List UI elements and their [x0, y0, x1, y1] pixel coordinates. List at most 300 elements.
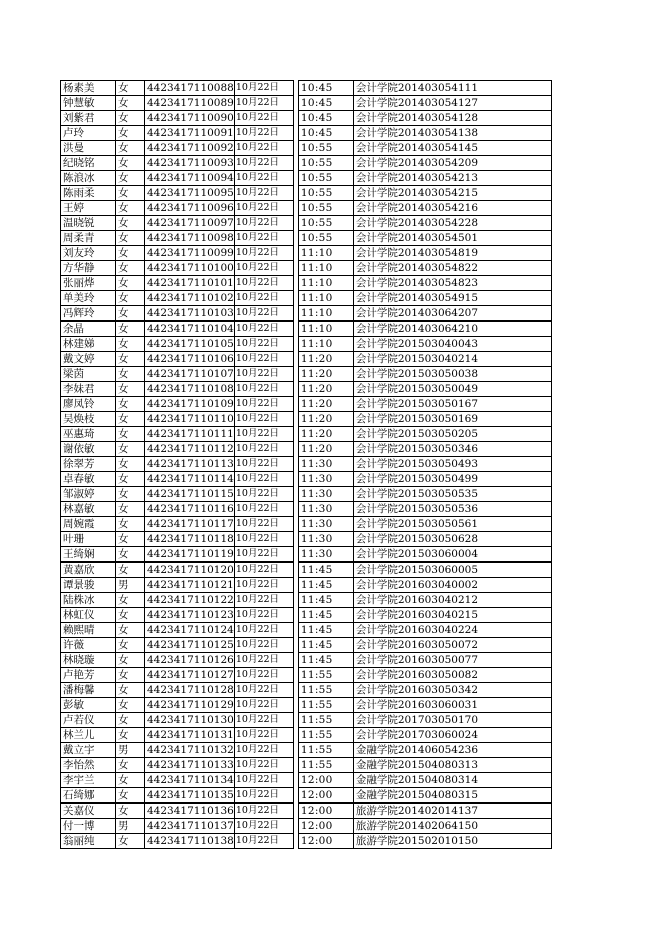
time-cell: 11:45: [298, 638, 353, 653]
id-cell: 4423417110091: [145, 126, 235, 141]
date-cell: 10月22日: [234, 502, 293, 517]
college-student-id-cell: 会计学院201403054819: [353, 246, 551, 261]
id-cell: 4423417110122: [145, 593, 235, 608]
gender-cell: 女: [116, 81, 145, 96]
name-cell: 戴文婷: [61, 352, 116, 367]
name-cell: 温晓锐: [61, 216, 116, 231]
college-student-id-cell: 会计学院201603040224: [353, 623, 551, 638]
date-cell: 10月22日: [234, 788, 293, 804]
gender-cell: 女: [116, 111, 145, 126]
name-cell: 关嘉仪: [61, 803, 116, 819]
table-row: [61, 788, 552, 804]
gender-cell: 女: [116, 367, 145, 382]
name-cell: 卢若仪: [61, 713, 116, 728]
id-cell: 4423417110110: [145, 412, 235, 427]
time-cell: 11:10: [298, 261, 353, 276]
name-cell: 邹淑婷: [61, 487, 116, 502]
gender-cell: 女: [116, 758, 145, 773]
id-cell: 4423417110115: [145, 487, 235, 502]
gender-cell: 女: [116, 562, 145, 578]
college-student-id-cell: 会计学院201403064210: [353, 321, 551, 337]
name-cell: 周婉霞: [61, 517, 116, 532]
date-cell: 10月22日: [234, 201, 293, 216]
gender-cell: 女: [116, 773, 145, 788]
id-cell: 4423417110105: [145, 337, 235, 352]
college-student-id-cell: 会计学院201703050170: [353, 713, 551, 728]
id-cell: 4423417110095: [145, 186, 235, 201]
college-student-id-cell: 会计学院201403054138: [353, 126, 551, 141]
gender-cell: 女: [116, 291, 145, 306]
date-cell: 10月22日: [234, 517, 293, 532]
date-cell: 10月22日: [234, 231, 293, 246]
table-row: [61, 111, 552, 126]
date-cell: 10月22日: [234, 638, 293, 653]
college-student-id-cell: 会计学院201603050342: [353, 683, 551, 698]
college-student-id-cell: 会计学院201503060005: [353, 562, 551, 578]
gender-cell: 女: [116, 321, 145, 337]
table-row: [61, 246, 552, 261]
college-student-id-cell: 会计学院201403054127: [353, 96, 551, 111]
date-cell: 10月22日: [234, 81, 293, 96]
name-cell: 刘紫君: [61, 111, 116, 126]
time-cell: 11:30: [298, 547, 353, 563]
gender-cell: 女: [116, 803, 145, 819]
table-row: [61, 653, 552, 668]
id-cell: 4423417110101: [145, 276, 235, 291]
roster-table: [60, 80, 552, 849]
name-cell: 卢艳芳: [61, 668, 116, 683]
id-cell: 4423417110135: [145, 788, 235, 804]
table-row: [61, 713, 552, 728]
college-student-id-cell: 会计学院201403064207: [353, 306, 551, 322]
time-cell: 11:55: [298, 713, 353, 728]
id-cell: 4423417110136: [145, 803, 235, 819]
gender-cell: 女: [116, 668, 145, 683]
date-cell: 10月22日: [234, 96, 293, 111]
id-cell: 4423417110134: [145, 773, 235, 788]
id-cell: 4423417110109: [145, 397, 235, 412]
date-cell: 10月22日: [234, 608, 293, 623]
gender-cell: 女: [116, 683, 145, 698]
time-cell: 10:45: [298, 111, 353, 126]
name-cell: 刘友玲: [61, 246, 116, 261]
gender-cell: 女: [116, 186, 145, 201]
date-cell: 10月22日: [234, 171, 293, 186]
date-cell: 10月22日: [234, 457, 293, 472]
name-cell: 付一博: [61, 819, 116, 834]
date-cell: 10月22日: [234, 713, 293, 728]
name-cell: 陈雨柔: [61, 186, 116, 201]
gender-cell: 男: [116, 578, 145, 593]
name-cell: 林嘉敏: [61, 502, 116, 517]
table-row: [61, 728, 552, 743]
table-row: [61, 186, 552, 201]
id-cell: 4423417110128: [145, 683, 235, 698]
gender-cell: 女: [116, 397, 145, 412]
table-row: [61, 382, 552, 397]
college-student-id-cell: 旅游学院201502010150: [353, 834, 551, 849]
id-cell: 4423417110116: [145, 502, 235, 517]
college-student-id-cell: 会计学院201403054128: [353, 111, 551, 126]
college-student-id-cell: 会计学院201403054823: [353, 276, 551, 291]
gender-cell: 女: [116, 788, 145, 804]
college-student-id-cell: 会计学院201703060024: [353, 728, 551, 743]
time-cell: 11:55: [298, 728, 353, 743]
college-student-id-cell: 会计学院201503050499: [353, 472, 551, 487]
date-cell: 10月22日: [234, 532, 293, 547]
date-cell: 10月22日: [234, 472, 293, 487]
table-row: [61, 367, 552, 382]
name-cell: 林虹仪: [61, 608, 116, 623]
college-student-id-cell: 金融学院201504080315: [353, 788, 551, 804]
name-cell: 徐翠芳: [61, 457, 116, 472]
date-cell: 10月22日: [234, 352, 293, 367]
table-row: [61, 156, 552, 171]
name-cell: 李怡然: [61, 758, 116, 773]
date-cell: 10月22日: [234, 337, 293, 352]
college-student-id-cell: 会计学院201503050628: [353, 532, 551, 547]
gender-cell: 女: [116, 337, 145, 352]
table-row: [61, 593, 552, 608]
time-cell: 11:10: [298, 246, 353, 261]
name-cell: 陆株冰: [61, 593, 116, 608]
date-cell: 10月22日: [234, 156, 293, 171]
id-cell: 4423417110107: [145, 367, 235, 382]
date-cell: 10月22日: [234, 743, 293, 758]
college-student-id-cell: 会计学院201503050346: [353, 442, 551, 457]
gender-cell: 女: [116, 442, 145, 457]
table-row: [61, 578, 552, 593]
gender-cell: 男: [116, 743, 145, 758]
table-row: [61, 834, 552, 849]
id-cell: 4423417110126: [145, 653, 235, 668]
roster-table-body: [61, 81, 552, 849]
gender-cell: 女: [116, 593, 145, 608]
id-cell: 4423417110125: [145, 638, 235, 653]
table-row: [61, 96, 552, 111]
college-student-id-cell: 会计学院201403054111: [353, 81, 551, 96]
name-cell: 林兰儿: [61, 728, 116, 743]
college-student-id-cell: 会计学院201603040002: [353, 578, 551, 593]
name-cell: 廖凤铃: [61, 397, 116, 412]
time-cell: 11:45: [298, 593, 353, 608]
date-cell: 10月22日: [234, 306, 293, 322]
id-cell: 4423417110127: [145, 668, 235, 683]
table-row: [61, 743, 552, 758]
time-cell: 10:45: [298, 96, 353, 111]
table-row: [61, 321, 552, 337]
table-row: [61, 261, 552, 276]
table-row: [61, 291, 552, 306]
name-cell: 许薇: [61, 638, 116, 653]
id-cell: 4423417110103: [145, 306, 235, 322]
college-student-id-cell: 会计学院201503050561: [353, 517, 551, 532]
college-student-id-cell: 会计学院201503050169: [353, 412, 551, 427]
name-cell: 谢依敏: [61, 442, 116, 457]
id-cell: 4423417110138: [145, 834, 235, 849]
id-cell: 4423417110100: [145, 261, 235, 276]
name-cell: 叶珊: [61, 532, 116, 547]
gender-cell: 男: [116, 819, 145, 834]
table-row: [61, 81, 552, 96]
name-cell: 戴立宇: [61, 743, 116, 758]
name-cell: 冯辉玲: [61, 306, 116, 322]
gender-cell: 女: [116, 231, 145, 246]
name-cell: 单美玲: [61, 291, 116, 306]
college-student-id-cell: 会计学院201503050038: [353, 367, 551, 382]
college-student-id-cell: 会计学院201403054501: [353, 231, 551, 246]
name-cell: 王绮娴: [61, 547, 116, 563]
id-cell: 4423417110093: [145, 156, 235, 171]
gender-cell: 女: [116, 834, 145, 849]
name-cell: 洪曼: [61, 141, 116, 156]
date-cell: 10月22日: [234, 668, 293, 683]
time-cell: 12:00: [298, 788, 353, 804]
date-cell: 10月22日: [234, 111, 293, 126]
date-cell: 10月22日: [234, 834, 293, 849]
gender-cell: 女: [116, 487, 145, 502]
id-cell: 4423417110124: [145, 623, 235, 638]
gender-cell: 女: [116, 547, 145, 563]
time-cell: 11:55: [298, 758, 353, 773]
time-cell: 10:45: [298, 126, 353, 141]
id-cell: 4423417110123: [145, 608, 235, 623]
time-cell: 11:10: [298, 276, 353, 291]
date-cell: 10月22日: [234, 216, 293, 231]
id-cell: 4423417110098: [145, 231, 235, 246]
gender-cell: 女: [116, 427, 145, 442]
time-cell: 11:20: [298, 442, 353, 457]
table-row: [61, 397, 552, 412]
id-cell: 4423417110106: [145, 352, 235, 367]
name-cell: 张丽烨: [61, 276, 116, 291]
gender-cell: 女: [116, 412, 145, 427]
table-row: [61, 352, 552, 367]
time-cell: 10:45: [298, 81, 353, 96]
time-cell: 11:55: [298, 743, 353, 758]
id-cell: 4423417110129: [145, 698, 235, 713]
id-cell: 4423417110102: [145, 291, 235, 306]
college-student-id-cell: 会计学院201403054209: [353, 156, 551, 171]
table-row: [61, 427, 552, 442]
gender-cell: 女: [116, 216, 145, 231]
name-cell: 李妹君: [61, 382, 116, 397]
college-student-id-cell: 会计学院201403054915: [353, 291, 551, 306]
date-cell: 10月22日: [234, 397, 293, 412]
time-cell: 11:55: [298, 683, 353, 698]
time-cell: 11:20: [298, 382, 353, 397]
date-cell: 10月22日: [234, 562, 293, 578]
time-cell: 11:30: [298, 472, 353, 487]
gender-cell: 女: [116, 126, 145, 141]
id-cell: 4423417110104: [145, 321, 235, 337]
college-student-id-cell: 会计学院201503060004: [353, 547, 551, 563]
time-cell: 12:00: [298, 834, 353, 849]
time-cell: 10:55: [298, 186, 353, 201]
time-cell: 12:00: [298, 819, 353, 834]
college-student-id-cell: 会计学院201503050535: [353, 487, 551, 502]
time-cell: 11:45: [298, 562, 353, 578]
name-cell: 梁茵: [61, 367, 116, 382]
date-cell: 10月22日: [234, 728, 293, 743]
time-cell: 11:45: [298, 578, 353, 593]
gender-cell: 女: [116, 171, 145, 186]
college-student-id-cell: 会计学院201403054822: [353, 261, 551, 276]
table-row: [61, 819, 552, 834]
name-cell: 谭景骏: [61, 578, 116, 593]
table-row: [61, 562, 552, 578]
college-student-id-cell: 会计学院201603060031: [353, 698, 551, 713]
time-cell: 10:55: [298, 201, 353, 216]
college-student-id-cell: 会计学院201403054145: [353, 141, 551, 156]
gender-cell: 女: [116, 638, 145, 653]
name-cell: 潘梅馨: [61, 683, 116, 698]
time-cell: 10:55: [298, 216, 353, 231]
date-cell: 10月22日: [234, 246, 293, 261]
id-cell: 4423417110092: [145, 141, 235, 156]
date-cell: 10月22日: [234, 276, 293, 291]
table-row: [61, 803, 552, 819]
college-student-id-cell: 会计学院201503050205: [353, 427, 551, 442]
gender-cell: 女: [116, 728, 145, 743]
name-cell: 彭敏: [61, 698, 116, 713]
date-cell: 10月22日: [234, 261, 293, 276]
name-cell: 杨素美: [61, 81, 116, 96]
id-cell: 4423417110088: [145, 81, 235, 96]
time-cell: 11:20: [298, 367, 353, 382]
time-cell: 11:45: [298, 653, 353, 668]
name-cell: 林建娣: [61, 337, 116, 352]
id-cell: 4423417110121: [145, 578, 235, 593]
college-student-id-cell: 会计学院201503050493: [353, 457, 551, 472]
table-row: [61, 141, 552, 156]
time-cell: 11:55: [298, 668, 353, 683]
name-cell: 吴焕枝: [61, 412, 116, 427]
time-cell: 11:45: [298, 623, 353, 638]
date-cell: 10月22日: [234, 578, 293, 593]
date-cell: 10月22日: [234, 321, 293, 337]
date-cell: 10月22日: [234, 623, 293, 638]
college-student-id-cell: 会计学院201603050072: [353, 638, 551, 653]
date-cell: 10月22日: [234, 367, 293, 382]
gender-cell: 女: [116, 517, 145, 532]
id-cell: 4423417110117: [145, 517, 235, 532]
table-row: [61, 623, 552, 638]
time-cell: 11:45: [298, 608, 353, 623]
table-row: [61, 276, 552, 291]
name-cell: 钟慧敏: [61, 96, 116, 111]
date-cell: 10月22日: [234, 819, 293, 834]
date-cell: 10月22日: [234, 547, 293, 563]
college-student-id-cell: 会计学院201503050049: [353, 382, 551, 397]
gender-cell: 女: [116, 698, 145, 713]
date-cell: 10月22日: [234, 412, 293, 427]
id-cell: 4423417110089: [145, 96, 235, 111]
table-row: [61, 457, 552, 472]
time-cell: 11:55: [298, 698, 353, 713]
gender-cell: 女: [116, 352, 145, 367]
gender-cell: 女: [116, 532, 145, 547]
gender-cell: 女: [116, 382, 145, 397]
name-cell: 方华静: [61, 261, 116, 276]
date-cell: 10月22日: [234, 803, 293, 819]
college-student-id-cell: 会计学院201403054215: [353, 186, 551, 201]
id-cell: 4423417110132: [145, 743, 235, 758]
date-cell: 10月22日: [234, 291, 293, 306]
table-row: [61, 231, 552, 246]
name-cell: 林晓璇: [61, 653, 116, 668]
name-cell: 余晶: [61, 321, 116, 337]
college-student-id-cell: 金融学院201504080314: [353, 773, 551, 788]
time-cell: 10:55: [298, 171, 353, 186]
table-row: [61, 668, 552, 683]
college-student-id-cell: 旅游学院201402064150: [353, 819, 551, 834]
id-cell: 4423417110111: [145, 427, 235, 442]
id-cell: 4423417110099: [145, 246, 235, 261]
time-cell: 11:10: [298, 291, 353, 306]
id-cell: 4423417110090: [145, 111, 235, 126]
id-cell: 4423417110113: [145, 457, 235, 472]
gender-cell: 女: [116, 472, 145, 487]
time-cell: 12:00: [298, 773, 353, 788]
table-row: [61, 472, 552, 487]
college-student-id-cell: 会计学院201403054213: [353, 171, 551, 186]
date-cell: 10月22日: [234, 773, 293, 788]
table-row: [61, 547, 552, 563]
time-cell: 11:30: [298, 502, 353, 517]
id-cell: 4423417110131: [145, 728, 235, 743]
time-cell: 11:20: [298, 427, 353, 442]
id-cell: 4423417110130: [145, 713, 235, 728]
college-student-id-cell: 会计学院201603050082: [353, 668, 551, 683]
table-row: [61, 773, 552, 788]
table-row: [61, 758, 552, 773]
date-cell: 10月22日: [234, 683, 293, 698]
name-cell: 卢玲: [61, 126, 116, 141]
college-student-id-cell: 会计学院201503050167: [353, 397, 551, 412]
table-row: [61, 517, 552, 532]
name-cell: 周柔青: [61, 231, 116, 246]
table-row: [61, 683, 552, 698]
date-cell: 10月22日: [234, 126, 293, 141]
name-cell: 纪晓铭: [61, 156, 116, 171]
id-cell: 4423417110119: [145, 547, 235, 563]
date-cell: 10月22日: [234, 653, 293, 668]
date-cell: 10月22日: [234, 186, 293, 201]
time-cell: 11:20: [298, 397, 353, 412]
id-cell: 4423417110097: [145, 216, 235, 231]
time-cell: 11:10: [298, 321, 353, 337]
name-cell: 翁丽纯: [61, 834, 116, 849]
id-cell: 4423417110137: [145, 819, 235, 834]
gender-cell: 女: [116, 261, 145, 276]
id-cell: 4423417110108: [145, 382, 235, 397]
college-student-id-cell: 金融学院201504080313: [353, 758, 551, 773]
table-row: [61, 337, 552, 352]
time-cell: 11:30: [298, 532, 353, 547]
date-cell: 10月22日: [234, 442, 293, 457]
date-cell: 10月22日: [234, 487, 293, 502]
gender-cell: 女: [116, 457, 145, 472]
table-row: [61, 487, 552, 502]
date-cell: 10月22日: [234, 382, 293, 397]
time-cell: 10:55: [298, 231, 353, 246]
table-row: [61, 306, 552, 322]
college-student-id-cell: 会计学院201503040043: [353, 337, 551, 352]
gender-cell: 女: [116, 608, 145, 623]
gender-cell: 女: [116, 306, 145, 322]
table-row: [61, 442, 552, 457]
